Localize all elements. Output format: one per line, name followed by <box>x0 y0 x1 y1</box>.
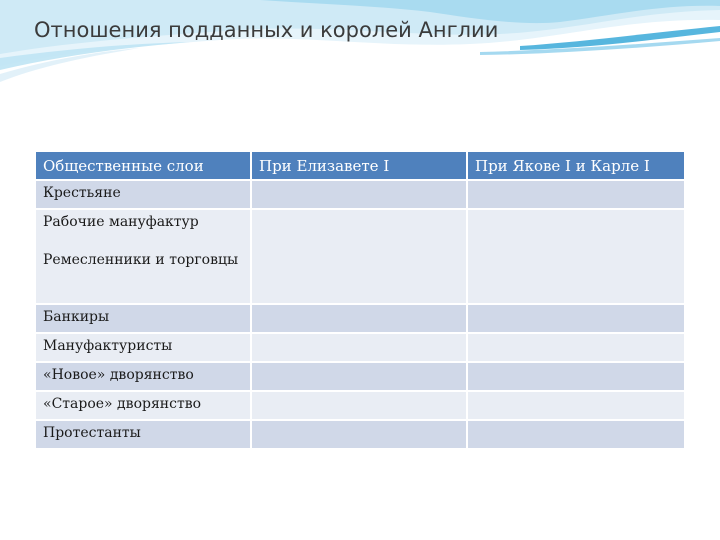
cell-james-charles <box>468 210 684 305</box>
relations-table <box>36 152 684 450</box>
cell-james-charles <box>468 363 684 392</box>
row-label-second: Ремесленники и торговцы <box>43 252 239 268</box>
row-label: Рабочие мануфактур <box>43 214 199 230</box>
slide-title: Отношения подданных и королей Англии <box>34 18 499 42</box>
row-label: Мануфактуристы <box>36 334 252 363</box>
row-label-stack <box>36 210 252 305</box>
table-row <box>36 421 684 450</box>
table-header-row <box>36 152 684 181</box>
row-label: Банкиры <box>36 305 252 334</box>
table-row <box>36 363 684 392</box>
cell-james-charles <box>468 181 684 210</box>
table-row <box>36 305 684 334</box>
header-james-charles: При Якове I и Карле I <box>468 152 684 181</box>
row-label: Крестьяне <box>36 181 252 210</box>
cell-elizabeth <box>252 334 468 363</box>
cell-james-charles <box>468 305 684 334</box>
cell-elizabeth <box>252 421 468 450</box>
cell-elizabeth <box>252 305 468 334</box>
cell-james-charles <box>468 334 684 363</box>
row-label: Протестанты <box>36 421 252 450</box>
table-row <box>36 181 684 210</box>
row-label: «Старое» дворянство <box>36 392 252 421</box>
cell-james-charles <box>468 421 684 450</box>
table-row <box>36 334 684 363</box>
row-label: «Новое» дворянство <box>36 363 252 392</box>
cell-elizabeth <box>252 363 468 392</box>
table-row <box>36 210 684 305</box>
table-row <box>36 392 684 421</box>
header-elizabeth: При Елизавете I <box>252 152 468 181</box>
cell-elizabeth <box>252 181 468 210</box>
cell-elizabeth <box>252 392 468 421</box>
header-social-strata: Общественные слои <box>36 152 252 181</box>
cell-james-charles <box>468 392 684 421</box>
cell-elizabeth <box>252 210 468 305</box>
header-wave-decoration <box>0 0 720 90</box>
